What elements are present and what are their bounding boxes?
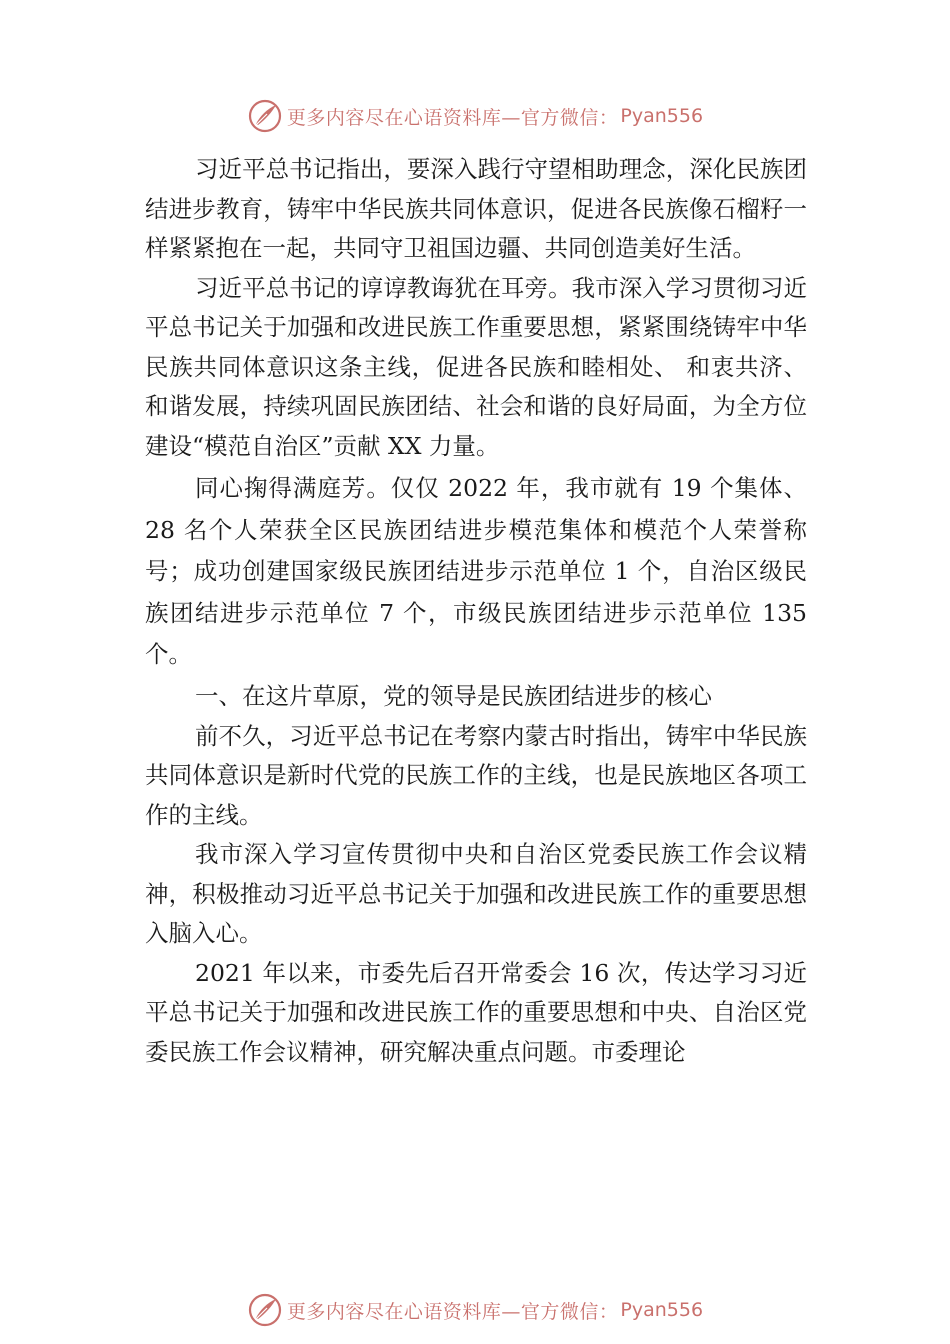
watermark-account: Pyan556 <box>620 105 704 127</box>
paragraph-3: 同心掬得满庭芳。仅仅 2022 年，我市就有 19 个集体、28 名个人荣获全区民族团结进步模范集体和模范个人荣誉称号；成功创建国家级民族团结进步示范单位 1 个，自治区级民族团结进步示范单位 7 个，市级民族团结进步示范单位 135 个。 <box>145 474 807 668</box>
quill-logo-icon <box>247 1292 283 1328</box>
document-body <box>145 150 807 1072</box>
paragraph-1: 习近平总书记指出，要深入践行守望相助理念，深化民族团结进步教育，铸牢中华民族共同体意识，促进各民族像石榴籽一样紧紧抱在一起，共同守卫祖国边疆、共同创造美好生活。 <box>145 155 807 262</box>
paragraph-4: 前不久，习近平总书记在考察内蒙古时指出，铸牢中华民族共同体意识是新时代党的民族工作的主线，也是民族地区各项工作的主线。 <box>145 721 807 829</box>
watermark-text: 更多内容尽在心语资料库—官方微信： <box>286 106 619 129</box>
quill-logo-icon <box>247 98 283 134</box>
watermark-account: Pyan556 <box>620 1299 704 1321</box>
watermark-text: 更多内容尽在心语资料库—官方微信： <box>286 1300 619 1323</box>
section-heading-1: 一、在这片草原，党的领导是民族团结进步的核心 <box>195 681 712 710</box>
watermark-header <box>0 96 950 136</box>
paragraph-5: 我市深入学习宣传贯彻中央和自治区党委民族工作会议精神，积极推动习近平总书记关于加强和改进民族工作的重要思想入脑入心。 <box>145 840 807 947</box>
watermark-footer <box>0 1290 950 1330</box>
paragraph-6: 2021 年以来，市委先后召开常委会 16 次，传达学习习近平总书记关于加强和改进民族工作的重要思想和中央、自治区党委民族工作会议精神，研究解决重点问题。市委理论 <box>145 958 807 1066</box>
paragraph-2: 习近平总书记的谆谆教诲犹在耳旁。我市深入学习贯彻习近平总书记关于加强和改进民族工作重要思想，紧紧围绕铸牢中华民族共同体意识这条主线，促进各民族和睦相处、 和衷共济、和谐发展，持续巩固民族团结、社会和谐的良好局面，为全方位建设“模范自治区”贡献 XX 力量。 <box>145 273 807 460</box>
